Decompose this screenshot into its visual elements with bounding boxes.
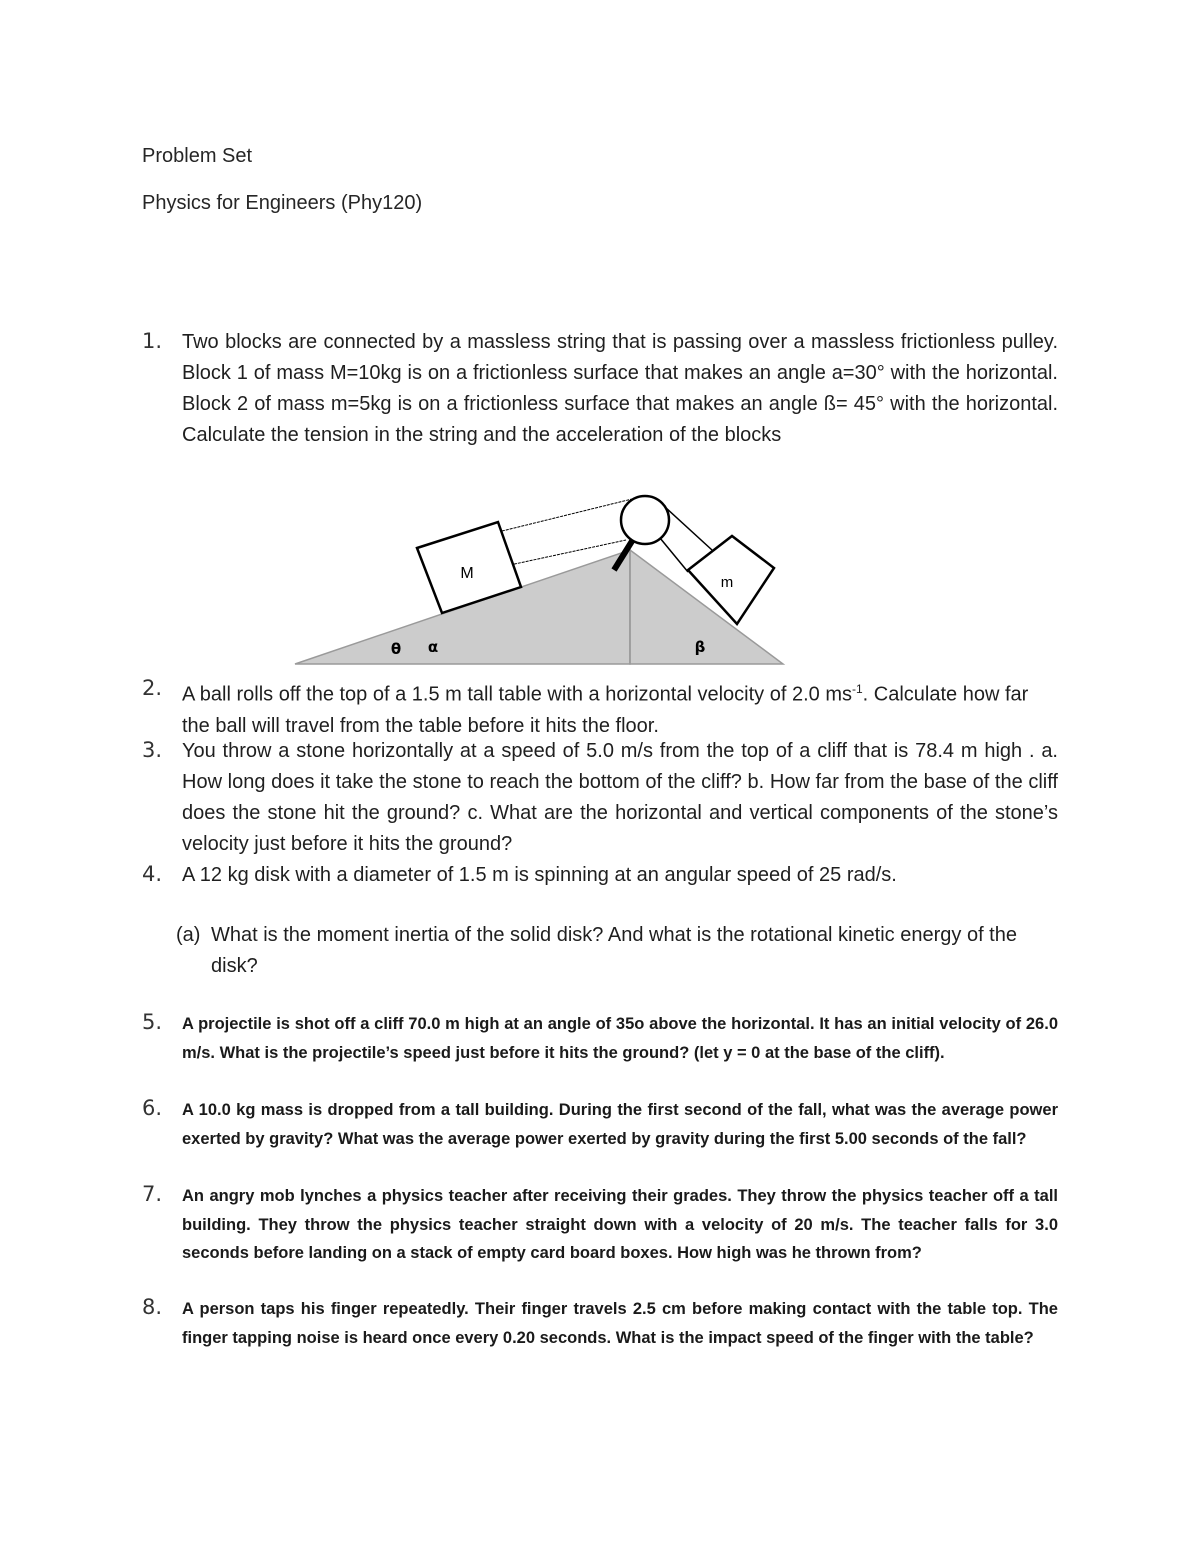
problem-number: 8. xyxy=(142,1295,163,1319)
problem-text: A 10.0 kg mass is dropped from a tall building. During the first second of the fall, what was the average power exerted by gravity? What was the average power exerted by gravity during the first 5.00 seconds of the fall? xyxy=(182,1101,1058,1148)
problem-number: 5. xyxy=(142,1010,163,1034)
problem-number: 2. xyxy=(142,676,163,700)
problem-text xyxy=(182,674,1058,742)
string-to-block-small-upper xyxy=(665,507,712,550)
problem-text: An angry mob lynches a physics teacher after receiving their grades. They throw the physics teacher off a tall building. They throw the physics teacher straight down with a velocity of 20 m/s. The teacher falls for 3.0 seconds before landing on a stack of empty card board boxes. How high was he thrown from? xyxy=(182,1187,1058,1262)
problem-text: You throw a stone horizontally at a speed of 5.0 m/s from the top of a cliff that is 78.4 m high . a. How long does it take the stone to reach the bottom of the cliff? b. How far from the base of the cliff does the stone hit the ground? c. What are the horizontal and vertical components of the stone’s velocity just before it hits the ground? xyxy=(182,740,1058,855)
problem-text-part-2: . Calculate how far the ball will travel from the table before it hits the floor. xyxy=(182,683,1029,737)
string-to-block-m-upper xyxy=(498,499,632,532)
problem-text: Two blocks are connected by a massless string that is passing over a massless frictionless pulley. Block 1 of mass M=10kg is on a frictionless surface that makes an angle a=30° with the horizontal. Block 2 of mass m=5kg is on a frictionless surface that makes an angle ß= 45° with the horizontal. Calculate the tension in the string and the acceleration of the blocks xyxy=(182,331,1058,446)
problem-text: A 12 kg disk with a diameter of 1.5 m is spinning at an angular speed of 25 rad/s. xyxy=(182,864,897,886)
problem-number: 6. xyxy=(142,1096,163,1120)
problem-number: 4. xyxy=(142,862,163,886)
document-title: Problem Set xyxy=(142,145,253,167)
block-small-label: m xyxy=(720,574,734,591)
problem-number: 1. xyxy=(142,329,163,353)
problem-text: A person taps his finger repeatedly. Their finger travels 2.5 cm before making contact with the table top. The finger tapping noise is heard once every 0.20 seconds. What is the impact speed of the finger with the table? xyxy=(182,1300,1058,1347)
subpart-label: (a) xyxy=(176,924,201,946)
angle-theta-label: θ xyxy=(390,640,402,658)
course-name: Physics for Engineers (Phy120) xyxy=(142,192,423,214)
problem-text: A projectile is shot off a cliff 70.0 m high at an angle of 35o above the horizontal. It has an initial velocity of 26.0 m/s. What is the projectile’s speed just before it hits the ground? (let y = 0 at the base of the cliff). xyxy=(182,1015,1058,1062)
block-large-label: M xyxy=(460,565,474,582)
superscript: -1 xyxy=(851,682,863,696)
problem-number: 7. xyxy=(142,1182,163,1206)
problem-text-part-1: A ball rolls off the top of a 1.5 m tall table with a horizontal velocity of 2.0 ms xyxy=(182,683,852,706)
subpart-text: What is the moment inertia of the solid disk? And what is the rotational kinetic energy of the disk? xyxy=(211,924,1017,977)
string-to-block-small-lower xyxy=(660,538,688,572)
angle-alpha-label: α xyxy=(427,638,439,656)
pulley xyxy=(621,496,669,544)
angle-beta-label: β xyxy=(694,638,706,656)
problem-number: 3. xyxy=(142,738,163,762)
incline-pulley-diagram xyxy=(280,480,800,680)
